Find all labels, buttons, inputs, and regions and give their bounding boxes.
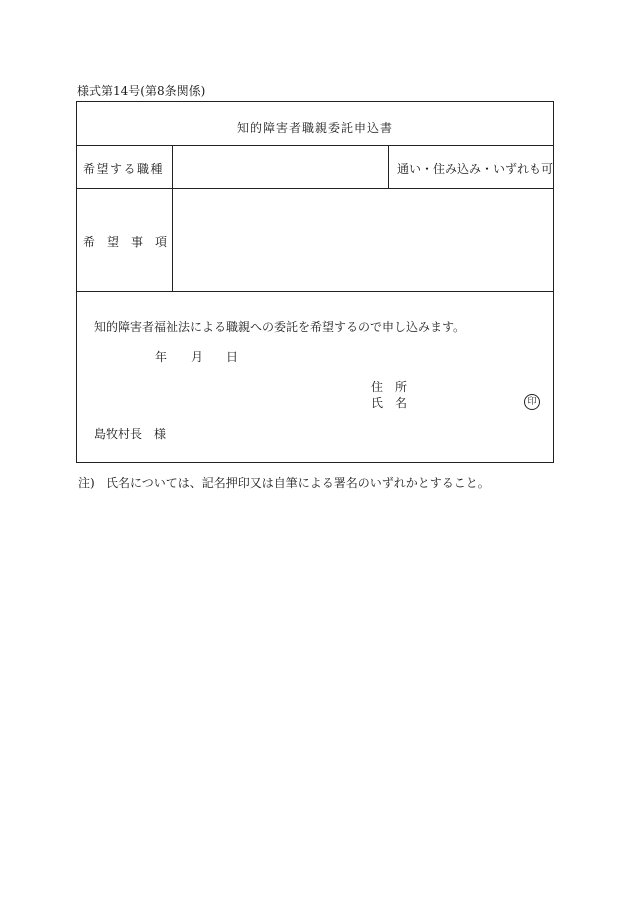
option-column-divider [388, 145, 389, 188]
divider-title [77, 145, 553, 146]
divider-job [77, 188, 553, 189]
date-month-label: 月 [191, 350, 204, 364]
divider-request [77, 291, 553, 292]
seal-mark: 印 [524, 394, 540, 410]
application-statement: 知的障害者福祉法による職親への委託を希望するので申し込みます。 [94, 320, 466, 334]
footnote [78, 474, 490, 491]
footnote-text: 氏名については、記名押印又は自筆による署名のいずれかとすること。 [106, 476, 490, 490]
job-type-label: 希望する職種 [83, 162, 165, 176]
address-label: 住 所 [371, 380, 408, 394]
footnote-mark: 注) [78, 476, 95, 490]
label-column-divider [172, 145, 173, 291]
request-label: 希 望 事 項 [83, 235, 168, 249]
date-year-label: 年 [155, 350, 168, 364]
application-form [76, 101, 554, 463]
residence-option-text: 通い・住み込み・いずれも可 [397, 162, 554, 176]
date-day-label: 日 [226, 350, 239, 364]
name-label: 氏 名 [371, 396, 408, 410]
addressee: 島牧村長 様 [94, 427, 167, 441]
form-number-caption: 様式第14号(第8条関係) [77, 84, 206, 98]
form-title: 知的障害者職親委託申込書 [236, 121, 393, 135]
